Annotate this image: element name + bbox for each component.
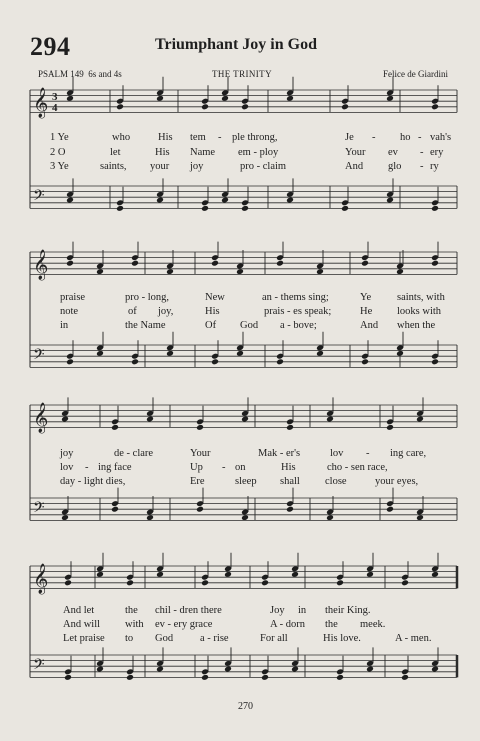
lyric-syllable: sleep bbox=[235, 476, 257, 487]
lyric-syllable: Your bbox=[190, 448, 211, 459]
notehead bbox=[224, 666, 232, 673]
lyric-line bbox=[0, 161, 480, 175]
lyric-syllable: ev - ery grace bbox=[155, 619, 213, 630]
notehead bbox=[221, 197, 229, 204]
lyric-syllable: ho bbox=[400, 132, 411, 143]
treble-clef: 𝄞 bbox=[33, 564, 49, 594]
notehead bbox=[286, 95, 294, 102]
lyric-syllable: Joy bbox=[270, 605, 285, 616]
notehead bbox=[261, 674, 269, 681]
notehead bbox=[96, 571, 104, 578]
lyric-syllable: a - rise bbox=[200, 633, 229, 644]
lyric-syllable: saints, with bbox=[397, 292, 445, 303]
lyric-line bbox=[0, 306, 480, 320]
notehead bbox=[286, 506, 294, 513]
lyric-syllable: joy, bbox=[158, 306, 174, 317]
notehead bbox=[201, 103, 209, 110]
lyric-syllable: - bbox=[85, 462, 89, 473]
notehead bbox=[326, 416, 334, 423]
lyric-syllable: the bbox=[125, 605, 138, 616]
lyric-syllable: - bbox=[420, 147, 424, 158]
notehead bbox=[366, 571, 374, 578]
notehead bbox=[431, 666, 439, 673]
lyric-syllable: His bbox=[155, 147, 170, 158]
notehead bbox=[396, 268, 404, 275]
notehead bbox=[156, 95, 164, 102]
lyric-syllable: Ye bbox=[360, 292, 372, 303]
lyric-syllable: His love. bbox=[323, 633, 361, 644]
notehead bbox=[431, 358, 439, 365]
lyric-syllable: His bbox=[205, 306, 220, 317]
lyric-line bbox=[0, 448, 480, 462]
lyric-line bbox=[0, 320, 480, 334]
lyric-syllable: close bbox=[325, 476, 347, 487]
notehead bbox=[361, 358, 369, 365]
notehead bbox=[241, 514, 249, 521]
lyric-syllable: to bbox=[125, 633, 134, 644]
notehead bbox=[326, 514, 334, 521]
lyric-syllable: And bbox=[360, 320, 379, 331]
notehead bbox=[386, 197, 394, 204]
lyric-syllable: A - dorn bbox=[270, 619, 305, 630]
lyric-syllable: prais - es speak; bbox=[264, 306, 332, 317]
notehead bbox=[416, 416, 424, 423]
lyric-syllable: glo bbox=[388, 161, 402, 172]
notehead bbox=[431, 571, 439, 578]
lyric-syllable: when the bbox=[397, 320, 436, 331]
notehead bbox=[386, 506, 394, 513]
notehead bbox=[336, 579, 344, 586]
lyric-line bbox=[0, 619, 480, 633]
notehead bbox=[96, 666, 104, 673]
notehead bbox=[201, 205, 209, 212]
notehead bbox=[66, 197, 74, 204]
lyric-line bbox=[0, 476, 480, 490]
notehead bbox=[111, 424, 119, 431]
lyric-syllable: His bbox=[281, 462, 296, 473]
notehead bbox=[431, 205, 439, 212]
notehead bbox=[286, 424, 294, 431]
lyric-syllable: em - ploy bbox=[238, 147, 279, 158]
notehead bbox=[401, 579, 409, 586]
lyric-syllable: saints, bbox=[100, 161, 127, 172]
lyric-syllable: 3 Ye bbox=[50, 161, 69, 172]
bass-clef: 𝄢 bbox=[33, 346, 45, 367]
lyric-syllable: Name bbox=[190, 147, 216, 158]
notehead bbox=[336, 674, 344, 681]
notehead bbox=[341, 103, 349, 110]
notehead bbox=[111, 506, 119, 513]
lyric-syllable: Let praise bbox=[63, 633, 105, 644]
lyric-syllable: note bbox=[60, 306, 79, 317]
notehead bbox=[276, 260, 284, 267]
hymn-title: Triumphant Joy in God bbox=[155, 36, 317, 53]
tune-name: THE TRINITY bbox=[212, 69, 272, 79]
lyric-syllable: God bbox=[240, 320, 259, 331]
lyric-syllable: meek. bbox=[360, 619, 386, 630]
lyric-syllable: in bbox=[298, 605, 307, 616]
lyric-syllable: Mak - er's bbox=[258, 448, 301, 459]
notehead bbox=[201, 579, 209, 586]
notehead bbox=[131, 358, 139, 365]
bass-clef: 𝄢 bbox=[33, 187, 45, 208]
notehead bbox=[316, 268, 324, 275]
lyric-syllable: day - light dies, bbox=[60, 476, 126, 487]
lyric-syllable: ev bbox=[388, 147, 398, 158]
lyric-syllable: the bbox=[325, 619, 338, 630]
bass-clef: 𝄢 bbox=[33, 499, 45, 520]
lyric-syllable: tem bbox=[190, 132, 206, 143]
notehead bbox=[361, 260, 369, 267]
notehead bbox=[156, 666, 164, 673]
notehead bbox=[276, 358, 284, 365]
treble-clef: 𝄞 bbox=[33, 88, 49, 118]
lyric-syllable: ing care, bbox=[390, 448, 427, 459]
notehead bbox=[221, 95, 229, 102]
lyric-syllable: ry bbox=[430, 161, 439, 172]
notehead bbox=[126, 579, 134, 586]
notehead bbox=[211, 260, 219, 267]
lyric-line bbox=[0, 147, 480, 161]
lyric-syllable: Up bbox=[190, 462, 203, 473]
lyric-syllable: - bbox=[418, 132, 422, 143]
lyric-syllable: New bbox=[205, 292, 225, 303]
lyric-syllable: praise bbox=[60, 292, 86, 303]
lyric-syllable: an - thems sing; bbox=[262, 292, 329, 303]
bass-clef: 𝄢 bbox=[33, 656, 45, 677]
notehead bbox=[241, 205, 249, 212]
lyric-syllable: ple throng, bbox=[232, 132, 278, 143]
notehead bbox=[146, 514, 154, 521]
lyric-syllable: lov bbox=[330, 448, 344, 459]
lyric-syllable: Je bbox=[345, 132, 354, 143]
notehead bbox=[211, 358, 219, 365]
treble-clef: 𝄞 bbox=[33, 250, 49, 280]
lyric-syllable: God bbox=[155, 633, 174, 644]
lyric-line bbox=[0, 132, 480, 146]
notehead bbox=[96, 268, 104, 275]
lyric-syllable: pro - long, bbox=[125, 292, 170, 303]
lyric-syllable: joy bbox=[190, 161, 204, 172]
lyric-syllable: Your bbox=[345, 147, 366, 158]
notehead bbox=[341, 205, 349, 212]
notehead bbox=[291, 571, 299, 578]
lyric-syllable: - bbox=[218, 132, 222, 143]
notehead bbox=[316, 350, 324, 357]
notehead bbox=[66, 358, 74, 365]
notehead bbox=[116, 205, 124, 212]
notehead bbox=[416, 514, 424, 521]
lyric-syllable: joy bbox=[60, 448, 74, 459]
psalm-label: PSALM 149 bbox=[38, 69, 84, 79]
notehead bbox=[126, 674, 134, 681]
lyric-syllable: 1 Ye bbox=[50, 132, 69, 143]
lyric-syllable: looks with bbox=[397, 306, 442, 317]
notehead bbox=[61, 514, 69, 521]
notehead bbox=[64, 579, 72, 586]
notehead bbox=[386, 424, 394, 431]
meter-label: 6s and 4s bbox=[88, 69, 122, 79]
notehead bbox=[286, 197, 294, 204]
notehead bbox=[431, 260, 439, 267]
lyric-syllable: your eyes, bbox=[375, 476, 419, 487]
time-signature: 3 bbox=[52, 91, 58, 103]
lyric-syllable: And will bbox=[63, 619, 101, 630]
notehead bbox=[131, 260, 139, 267]
hymn-number: 294 bbox=[30, 32, 71, 61]
notehead bbox=[146, 416, 154, 423]
lyric-syllable: A - men. bbox=[395, 633, 432, 644]
notehead bbox=[401, 674, 409, 681]
notehead bbox=[431, 103, 439, 110]
notehead bbox=[236, 350, 244, 357]
lyric-line bbox=[0, 633, 480, 647]
lyric-line bbox=[0, 462, 480, 476]
lyric-syllable: a - bove; bbox=[280, 320, 317, 331]
notehead bbox=[201, 674, 209, 681]
notehead bbox=[166, 268, 174, 275]
lyric-syllable: shall bbox=[280, 476, 300, 487]
lyric-syllable: your bbox=[150, 161, 170, 172]
notehead bbox=[66, 95, 74, 102]
lyric-syllable: in bbox=[60, 320, 69, 331]
lyric-syllable: with bbox=[125, 619, 144, 630]
notehead bbox=[196, 424, 204, 431]
notehead bbox=[236, 268, 244, 275]
lyric-syllable: - bbox=[222, 462, 226, 473]
lyric-line bbox=[0, 605, 480, 619]
lyric-syllable: cho - sen race, bbox=[327, 462, 388, 473]
notehead bbox=[156, 197, 164, 204]
lyric-syllable: - bbox=[372, 132, 376, 143]
lyric-syllable: Of bbox=[205, 320, 217, 331]
lyric-syllable: de - clare bbox=[114, 448, 154, 459]
lyric-syllable: let bbox=[110, 147, 121, 158]
lyric-syllable: And bbox=[345, 161, 364, 172]
notehead bbox=[224, 571, 232, 578]
lyric-syllable: Ere bbox=[190, 476, 205, 487]
notehead bbox=[366, 666, 374, 673]
lyric-syllable: on bbox=[235, 462, 246, 473]
notehead bbox=[166, 350, 174, 357]
notehead bbox=[196, 506, 204, 513]
treble-clef: 𝄞 bbox=[33, 403, 49, 433]
lyric-line bbox=[0, 292, 480, 306]
notehead bbox=[396, 350, 404, 357]
lyric-syllable: pro - claim bbox=[240, 161, 287, 172]
lyric-syllable: chil - dren there bbox=[155, 605, 222, 616]
notehead bbox=[61, 416, 69, 423]
lyric-syllable: ery bbox=[430, 147, 444, 158]
notehead bbox=[64, 674, 72, 681]
lyric-syllable: His bbox=[158, 132, 173, 143]
notehead bbox=[96, 350, 104, 357]
notehead bbox=[291, 666, 299, 673]
notehead bbox=[241, 416, 249, 423]
lyric-syllable: 2 O bbox=[50, 147, 66, 158]
notehead bbox=[386, 95, 394, 102]
lyric-syllable: And let bbox=[63, 605, 95, 616]
lyric-syllable: - bbox=[420, 161, 424, 172]
notehead bbox=[66, 260, 74, 267]
lyric-syllable: their King. bbox=[325, 605, 371, 616]
lyric-syllable: lov bbox=[60, 462, 74, 473]
lyric-syllable: vah's bbox=[430, 132, 452, 143]
lyric-syllable: For all bbox=[260, 633, 288, 644]
time-signature: 4 bbox=[52, 102, 58, 114]
composer-name: Felice de Giardini bbox=[383, 69, 448, 79]
lyric-syllable: of bbox=[128, 306, 137, 317]
lyric-syllable: who bbox=[112, 132, 131, 143]
notehead bbox=[241, 103, 249, 110]
notehead bbox=[116, 103, 124, 110]
notehead bbox=[261, 579, 269, 586]
notehead bbox=[156, 571, 164, 578]
lyric-syllable: ing face bbox=[98, 462, 132, 473]
lyric-syllable: the Name bbox=[125, 320, 166, 331]
lyric-syllable: He bbox=[360, 306, 373, 317]
lyric-syllable: - bbox=[366, 448, 370, 459]
page-number: 270 bbox=[238, 701, 253, 712]
